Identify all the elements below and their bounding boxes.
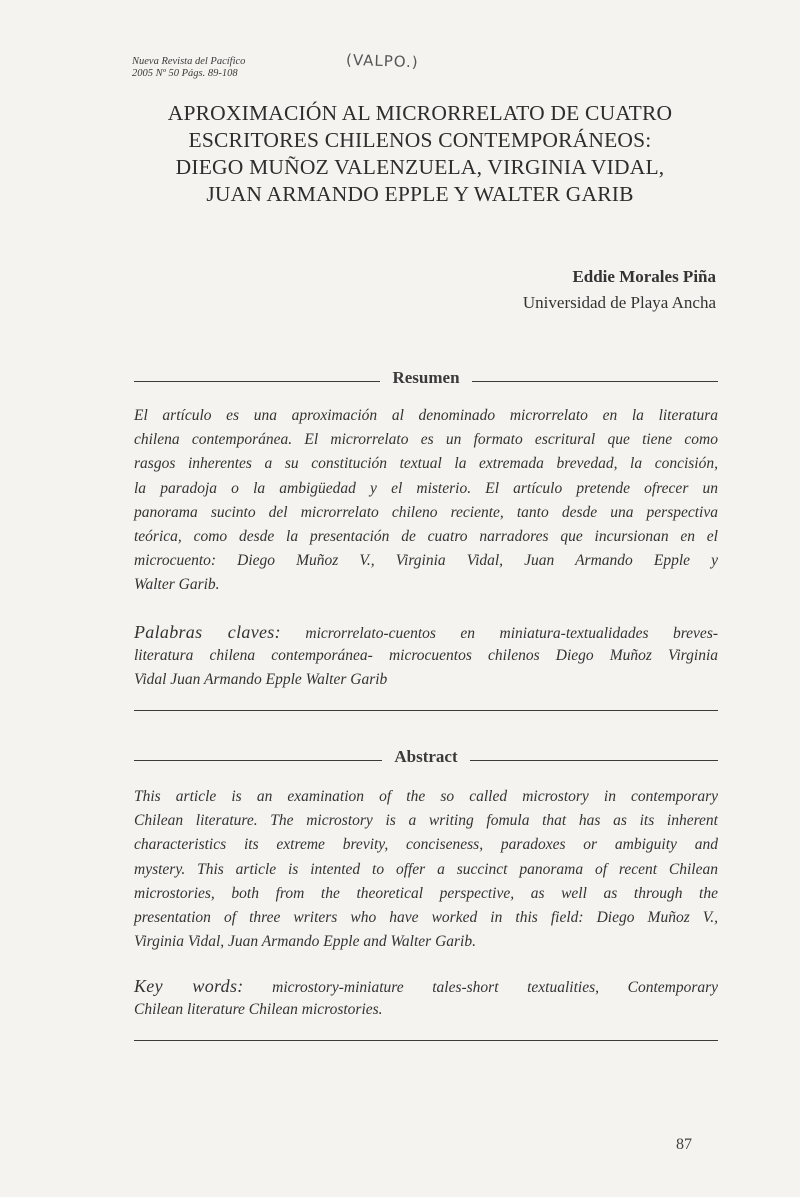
abstract-line: Virginia Vidal, Juan Armando Epple and Walter Garib. (134, 933, 476, 951)
resumen-text (134, 404, 718, 598)
keywords-line: literatura chilena contemporánea- microcuentos chilenos Diego Muñoz Virginia (134, 647, 718, 665)
keywords-line (134, 620, 718, 644)
heading-rule-right (470, 760, 718, 761)
resumen-line: teórica, como desde la presentación de cuatro narradores que incursionan en el (134, 527, 718, 545)
resumen-line: la paradoja o la ambigüedad y el misterio. El artículo pretende ofrecer un (134, 479, 718, 497)
abstract-text (134, 785, 718, 954)
handwritten-note: (VALPO.) (345, 50, 419, 72)
journal-header (132, 56, 245, 80)
journal-name: Nueva Revista del Pacífico (132, 56, 246, 67)
author-block (523, 264, 716, 316)
heading-rule-left (134, 760, 382, 761)
section-divider (134, 1040, 718, 1041)
abstract-line: mystery. This article is intented to offer a succinct panorama of recent Chilean (134, 860, 718, 878)
author-affiliation: Universidad de Playa Ancha (522, 293, 716, 312)
abstract-heading-label: Abstract (394, 747, 458, 766)
article-title (120, 100, 720, 208)
resumen-line: microcuento: Diego Muñoz V., Virginia Vidal, Juan Armando Epple y (134, 552, 718, 570)
journal-issue: 2005 Nº 50 Págs. 89-108 (132, 68, 238, 79)
page-number: 87 (676, 1136, 692, 1153)
resumen-line: Walter Garib. (134, 576, 220, 594)
title-line: JUAN ARMANDO EPPLE Y WALTER GARIB (206, 182, 634, 206)
resumen-line: chilena contemporánea. El microrrelato es un formato escritural que tiene como (134, 431, 718, 449)
author-name: Eddie Morales Piña (572, 267, 716, 286)
keywords-line (134, 974, 718, 998)
title-line: DIEGO MUÑOZ VALENZUELA, VIRGINIA VIDAL, (175, 155, 665, 179)
abstract-line: This article is an examination of the so called microstory in contemporary (134, 788, 718, 805)
resumen-line: rasgos inherentes a su constitución textual la extremada brevedad, la concisión, (134, 455, 718, 473)
keywords-text: microrrelato-cuentos en miniatura-textualidades breves- (305, 625, 719, 642)
title-line: ESCRITORES CHILENOS CONTEMPORÁNEOS: (188, 128, 652, 152)
abstract-keywords (134, 974, 718, 1022)
abstract-line: presentation of three writers who have worked in this field: Diego Muñoz V., (134, 908, 718, 926)
keywords-line: Vidal Juan Armando Epple Walter Garib (134, 671, 388, 689)
resumen-heading-label: Resumen (392, 368, 460, 387)
heading-rule-right (472, 381, 718, 382)
abstract-heading (134, 747, 718, 767)
title-line: APROXIMACIÓN AL MICRORRELATO DE CUATRO (167, 101, 673, 125)
keywords-line: Chilean literature Chilean microstories. (134, 1001, 383, 1019)
keywords-label: Key words: (134, 976, 244, 996)
keywords-label: Palabras claves: (134, 622, 281, 642)
keywords-text: microstory-miniature tales-short textualities, Contemporary (272, 979, 719, 996)
section-divider (134, 710, 718, 711)
resumen-keywords (134, 620, 718, 693)
resumen-line: El artículo es una aproximación al denominado microrrelato en la literatura (134, 407, 718, 424)
abstract-line: characteristics its extreme brevity, conciseness, paradoxes or ambiguity and (134, 836, 718, 854)
resumen-heading (134, 368, 718, 388)
resumen-line: panorama sucinto del microrrelato chileno reciente, tanto desde una perspectiva (134, 503, 718, 521)
abstract-line: Chilean literature. The microstory is a writing fomula that has as its inherent (134, 812, 718, 830)
abstract-line: microstories, both from the theoretical perspective, as well as through the (134, 884, 718, 902)
heading-rule-left (134, 381, 380, 382)
